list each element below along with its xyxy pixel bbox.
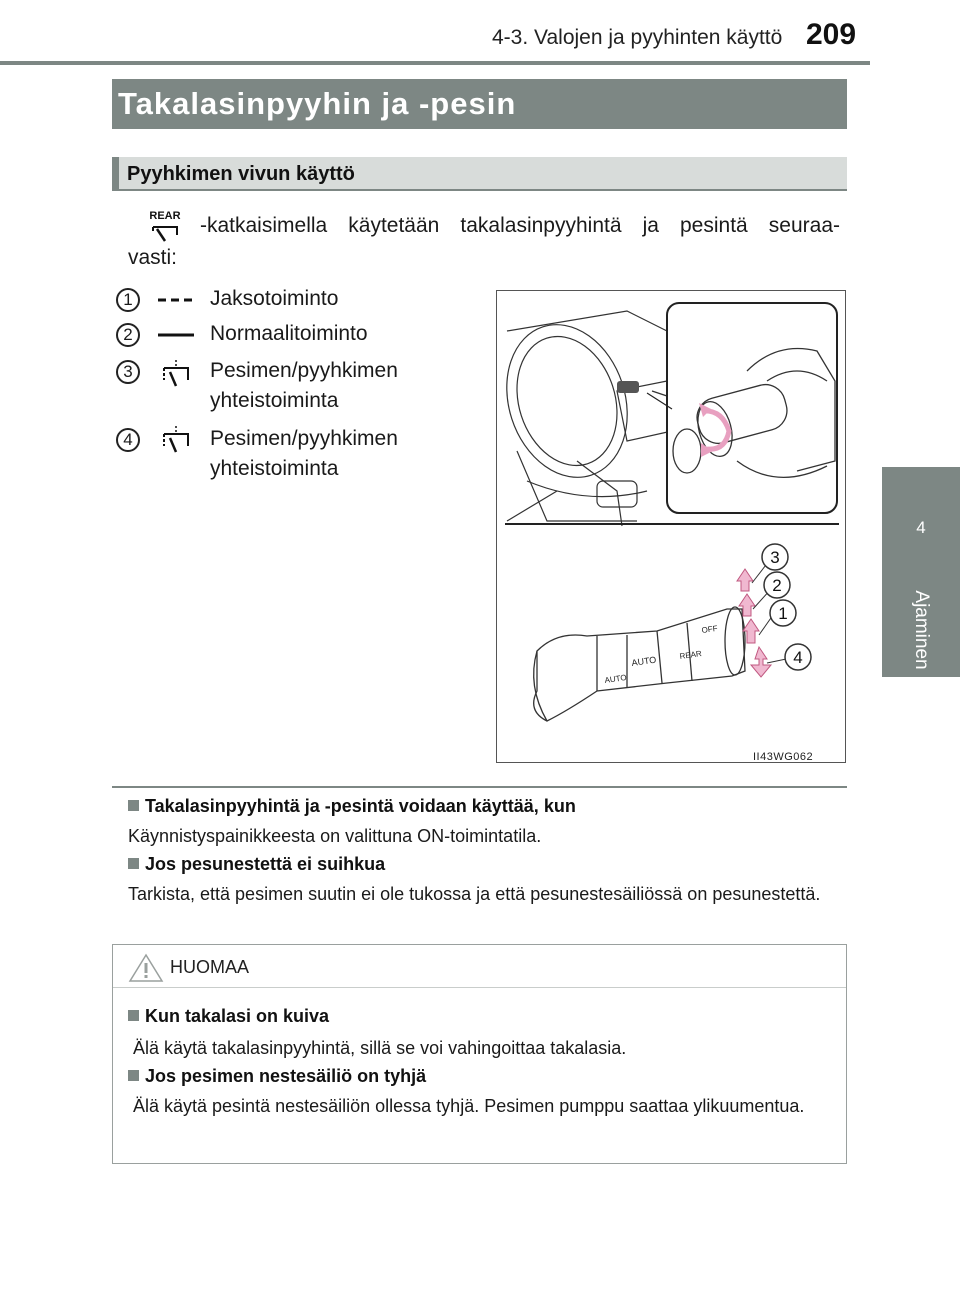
- legend-number: 4: [116, 428, 140, 452]
- bullet-square-icon: [128, 1010, 139, 1021]
- section-divider: [112, 786, 847, 788]
- bullet-square-icon: [128, 1070, 139, 1081]
- warning-item-heading: [128, 1066, 426, 1087]
- legend-number: 3: [116, 360, 140, 384]
- intro-text-cont: vasti:: [128, 246, 178, 269]
- bullet-square-icon: [128, 858, 139, 869]
- illustration-drawing: [497, 291, 847, 764]
- legend-number: 1: [116, 288, 140, 312]
- chapter-tab-label-text: Ajaminen: [911, 590, 932, 670]
- wiper-lever-illustration: [496, 290, 846, 763]
- warning-item-body: Älä käytä takalasinpyyhintä, sillä se voi vahingoittaa takalasia.: [133, 1038, 627, 1058]
- note-body: Käynnistyspainikkeesta on valittuna ON-toimintatila.: [128, 826, 542, 846]
- rear-icon-label: REAR: [149, 210, 181, 222]
- callout-2: 2: [772, 576, 782, 595]
- solid-line-icon: [154, 323, 198, 349]
- legend-text: Jaksotoiminto: [210, 287, 339, 310]
- lever-label: OFF: [701, 623, 719, 635]
- note-heading-text: Jos pesunestettä ei suihkua: [145, 854, 386, 874]
- subsection-title: Pyyhkimen vivun käyttö: [112, 157, 847, 191]
- section-title: Takalasinpyyhin ja -pesin: [112, 79, 847, 129]
- rear-wiper-icon: [145, 207, 185, 243]
- intro-text: -katkaisimella käytetään takalasinpyyhintä ja pesintä seuraa-: [200, 214, 840, 237]
- callout-3: 3: [770, 548, 780, 567]
- warning-item-heading-text: Kun takalasi on kuiva: [145, 1006, 330, 1026]
- bullet-square-icon: [128, 800, 139, 811]
- legend-text: Normaalitoiminto: [210, 322, 368, 345]
- lever-label: AUTO: [604, 672, 628, 685]
- dashed-line-icon: [154, 288, 198, 314]
- legend-text: Pesimen/pyyhkimen yhteistoiminta: [210, 427, 398, 480]
- note-heading: [128, 854, 385, 875]
- warning-item-heading-text: Jos pesimen nestesäiliö on tyhjä: [145, 1066, 427, 1086]
- chapter-title: 4-3. Valojen ja pyyhinten käyttö: [492, 26, 783, 49]
- note-heading: [128, 796, 576, 817]
- warning-header-divider: [113, 987, 846, 988]
- figure-code: II43WG062: [753, 751, 814, 763]
- warning-triangle-icon: [128, 953, 164, 983]
- note-heading-text: Takalasinpyyhintä ja -pesintä voidaan käyttää, kun: [145, 796, 576, 816]
- legend-number: 2: [116, 323, 140, 347]
- callout-1: 1: [778, 604, 788, 623]
- lever-label: AUTO: [630, 654, 657, 668]
- chapter-tab-number: 4: [916, 518, 926, 537]
- warning-item-heading: [128, 1006, 329, 1027]
- page-number: 209: [806, 18, 857, 51]
- legend-text: Pesimen/pyyhkimen yhteistoiminta: [210, 359, 398, 412]
- callout-4: 4: [793, 648, 803, 667]
- washer-wiper-icon: [154, 424, 198, 454]
- warning-title: HUOMAA: [170, 957, 250, 977]
- washer-wiper-icon: [154, 358, 198, 388]
- header-divider: [0, 61, 870, 65]
- note-body: Tarkista, että pesimen suutin ei ole tukossa ja että pesunestesäiliössä on pesunestettä.: [128, 884, 821, 904]
- lever-label: REAR: [679, 648, 703, 661]
- warning-item-body: Älä käytä pesintä nestesäiliön ollessa tyhjä. Pesimen pumppu saattaa ylikuumentua.: [133, 1096, 805, 1116]
